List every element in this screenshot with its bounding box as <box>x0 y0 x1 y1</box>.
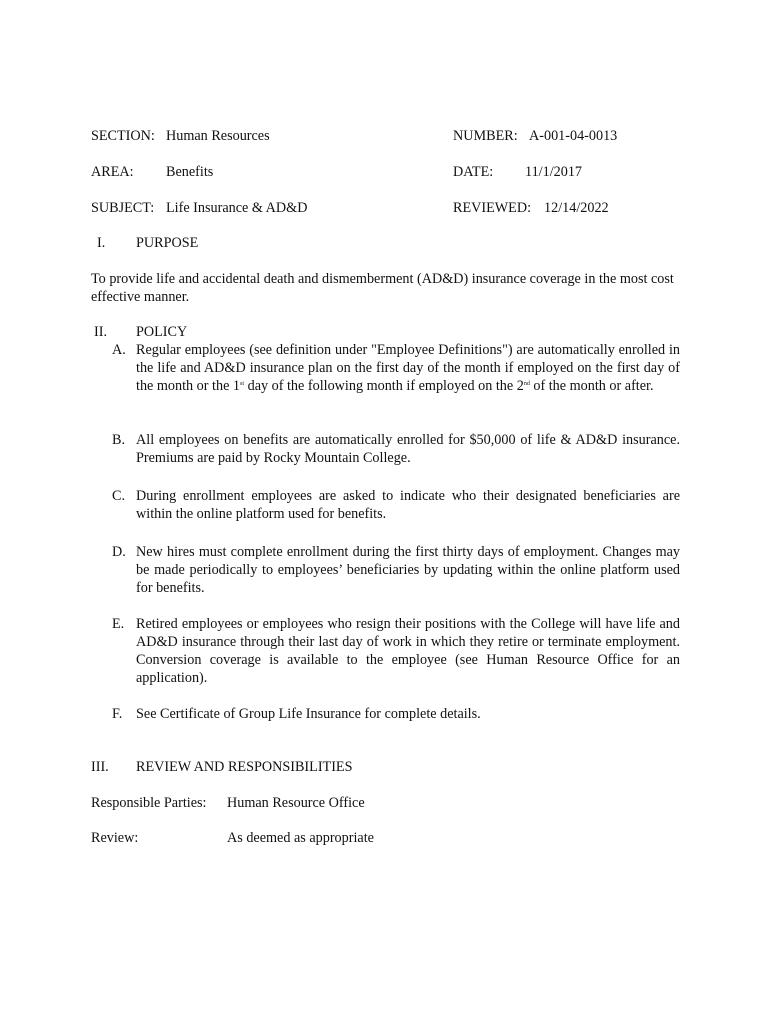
date-label: DATE: <box>453 164 494 180</box>
section-label: SECTION: <box>91 128 155 144</box>
policy-item-letter: F. <box>112 706 123 722</box>
subject-label: SUBJECT: <box>91 200 155 216</box>
number-value: A-001-04-0013 <box>529 128 618 144</box>
area-value: Benefits <box>166 164 214 180</box>
policy-item-e <box>112 615 680 687</box>
purpose-text: To provide life and accidental death and dismemberment (AD&D) insurance coverage in the most cost effective manner. <box>91 271 674 305</box>
policy-item-a <box>112 341 680 395</box>
purpose-numeral: I. <box>97 235 106 251</box>
policy-item-letter: B. <box>112 432 126 448</box>
policy-item-text: New hires must complete enrollment during the first thirty days of employment. Changes may be made periodically to employees’ beneficiaries by updating within the online platform used for benefits. <box>136 544 680 596</box>
review-label: Review: <box>91 830 139 846</box>
section-value: Human Resources <box>166 128 270 144</box>
reviewed-label: REVIEWED: <box>453 200 532 216</box>
policy-item-letter: D. <box>112 544 126 560</box>
reviewed-value: 12/14/2022 <box>544 200 609 216</box>
policy-item-letter: A. <box>112 342 126 358</box>
date-value: 11/1/2017 <box>525 164 583 180</box>
policy-item-letter: E. <box>112 616 125 632</box>
number-label: NUMBER: <box>453 128 518 144</box>
policy-numeral: II. <box>94 324 107 340</box>
policy-item-f <box>112 705 680 723</box>
policy-item-text: See Certificate of Group Life Insurance for complete details. <box>136 706 481 722</box>
policy-heading: POLICY <box>136 324 188 340</box>
policy-item-text: Retired employees or employees who resign their positions with the College will have life and AD&D insurance through their last day of work in which they retire or terminate employment. Conversion coverage is available to the employee (see Human Resource Office for an application). <box>136 616 680 686</box>
policy-item-text: All employees on benefits are automatically enrolled for $50,000 of life & AD&D insurance. Premiums are paid by Rocky Mountain College. <box>136 432 680 466</box>
policy-item-b <box>112 431 680 467</box>
review-value: As deemed as appropriate <box>227 830 374 846</box>
policy-item-d <box>112 543 680 597</box>
policy-item-c <box>112 487 680 523</box>
policy-item-text: Regular employees (see definition under "Employee Definitions") are automatically enrolled in the life and AD&D insurance plan on the first day of the month if employed on the first day of the month or the 1st day of the following month if employed on the 2nd of the month or after. <box>136 342 680 394</box>
policy-item-letter: C. <box>112 488 126 504</box>
review-heading: REVIEW AND RESPONSIBILITIES <box>136 759 353 775</box>
responsible-parties-value: Human Resource Office <box>227 795 365 811</box>
review-numeral: III. <box>91 759 109 775</box>
subject-value: Life Insurance & AD&D <box>166 200 308 216</box>
area-label: AREA: <box>91 164 134 180</box>
purpose-heading: PURPOSE <box>136 235 199 251</box>
responsible-parties-label: Responsible Parties: <box>91 795 207 811</box>
policy-item-text: During enrollment employees are asked to indicate who their designated beneficiaries are within the online platform used for benefits. <box>136 488 680 522</box>
